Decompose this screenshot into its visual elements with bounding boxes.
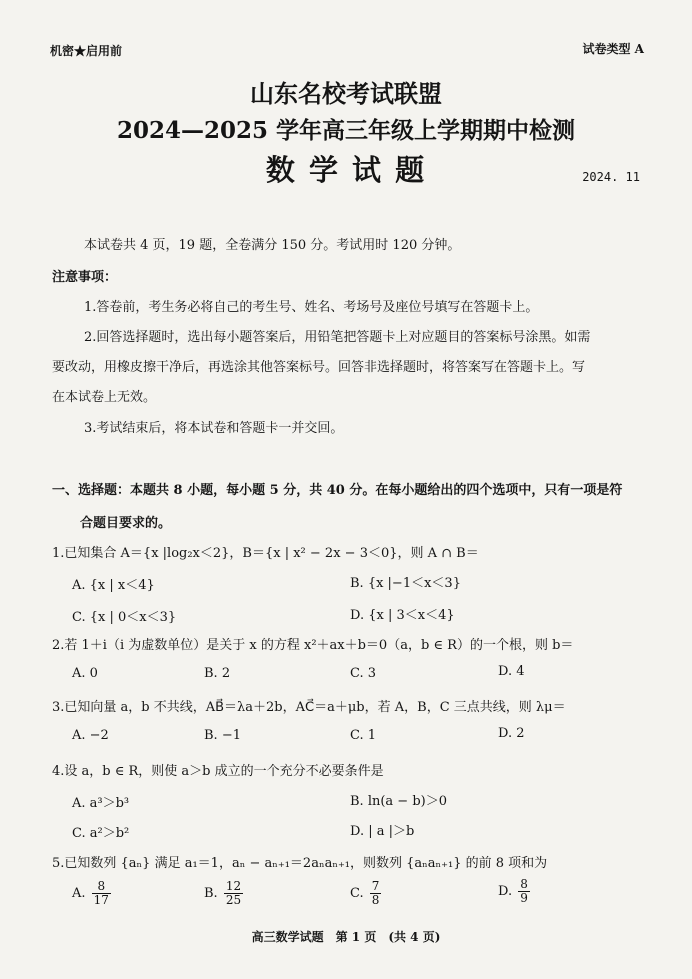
question-2-option-b: B. 2: [204, 666, 231, 681]
question-5-stem: 5.已知数列 {aₙ} 满足 a₁＝1，aₙ − aₙ₊₁＝2aₙaₙ₊₁，则数列 {aₙaₙ₊₁} 的前 8 项和为: [52, 856, 548, 871]
league-title: 山东名校考试联盟: [250, 79, 442, 108]
question-3-option-d: D. 2: [498, 726, 525, 741]
question-4-stem: 4.设 a，b ∈ R，则使 a＞b 成立的一个充分不必要条件是: [52, 764, 384, 779]
fraction: [518, 878, 530, 905]
section-heading: 一、选择题：本题共 8 小题，每小题 5 分，共 40 分。在每小题给出的四个选项中，只有一项是符: [52, 483, 623, 498]
exam-date: 2024. 11: [582, 170, 640, 184]
exam-title: 2024—2025 学年高三年级上学期期中检测: [116, 117, 576, 144]
question-4-option-c: C. a²＞b²: [72, 826, 130, 841]
question-1-option-c: C. {x | 0＜x＜3}: [72, 610, 177, 625]
option-label: C.: [350, 886, 364, 901]
question-2-stem: 2.若 1＋i（i 为虚数单位）是关于 x 的方程 x²＋ax＋b＝0（a，b ∈ R）的一个根，则 b＝: [52, 638, 574, 653]
notes-title: 注意事项：: [52, 270, 118, 285]
fraction-denominator: 8: [371, 893, 380, 907]
question-5-option-d: [498, 878, 532, 905]
question-1-option-d: D. {x | 3＜x＜4}: [350, 608, 455, 623]
fraction-numerator: 8: [520, 877, 528, 891]
note-item: 3.考试结束后，将本试卷和答题卡一并交回。: [84, 421, 344, 436]
note-item: 在本试卷上无效。: [52, 390, 157, 405]
question-3-option-a: A. −2: [72, 728, 109, 743]
page-footer: 高三数学试题 第 1 页 (共 4 页): [251, 930, 441, 944]
fraction-denominator: 17: [93, 893, 109, 907]
fraction-numerator: 8: [92, 880, 111, 894]
intro-text: 本试卷共 4 页，19 题，全卷满分 150 分。考试用时 120 分钟。: [84, 238, 461, 253]
question-4-option-a: A. a³＞b³: [72, 796, 130, 811]
fraction: [92, 880, 111, 907]
question-5-option-a: [72, 880, 113, 907]
question-1-option-a: A. {x | x＜4}: [72, 578, 155, 593]
question-2-option-d: D. 4: [498, 664, 525, 679]
subject-title: 数 学 试 题: [265, 153, 427, 187]
question-1-stem: 1.已知集合 A＝{x |log₂x＜2}，B＝{x | x² − 2x − 3＜0}，则 A ∩ B＝: [52, 546, 479, 561]
confidential-mark: 机密★启用前: [50, 44, 123, 58]
note-item: 1.答卷前，考生务必将自己的考生号、姓名、考场号及座位号填写在答题卡上。: [84, 300, 539, 315]
option-label: A.: [72, 886, 86, 901]
question-4-option-b: B. ln(a − b)＞0: [350, 794, 447, 809]
fraction: [224, 880, 243, 907]
question-5-option-c: [350, 880, 383, 907]
fraction-numerator: 12: [225, 879, 242, 893]
fraction-denominator: 25: [225, 893, 242, 907]
option-label: D.: [498, 884, 513, 899]
fraction-numerator: 7: [371, 879, 380, 893]
question-3-stem: 3.已知向量 a，b 不共线，AB⃗＝λa＋2b，AC⃗＝a＋μb，若 A，B，C 三点共线，则 λμ＝: [52, 700, 566, 715]
note-item: 要改动，用橡皮擦干净后，再选涂其他答案标号。回答非选择题时，将答案写在答题卡上。写: [52, 360, 586, 375]
question-4-option-d: D. | a |＞b: [350, 824, 415, 839]
note-item: 2.回答选择题时，选出每小题答案后，用铅笔把答题卡上对应题目的答案标号涂黑。如需: [84, 330, 591, 345]
question-3-option-c: C. 1: [350, 728, 377, 743]
question-3-option-b: B. −1: [204, 728, 241, 743]
fraction-denominator: 9: [520, 891, 528, 905]
section-heading-cont: 合题目要求的。: [80, 516, 172, 531]
option-label: B.: [204, 886, 218, 901]
paper-type: 试卷类型 A: [582, 42, 644, 56]
question-2-option-a: A. 0: [72, 666, 98, 681]
question-2-option-c: C. 3: [350, 666, 377, 681]
fraction: [370, 880, 382, 907]
question-5-option-b: [204, 880, 245, 907]
question-1-option-b: B. {x |−1＜x＜3}: [350, 576, 461, 591]
